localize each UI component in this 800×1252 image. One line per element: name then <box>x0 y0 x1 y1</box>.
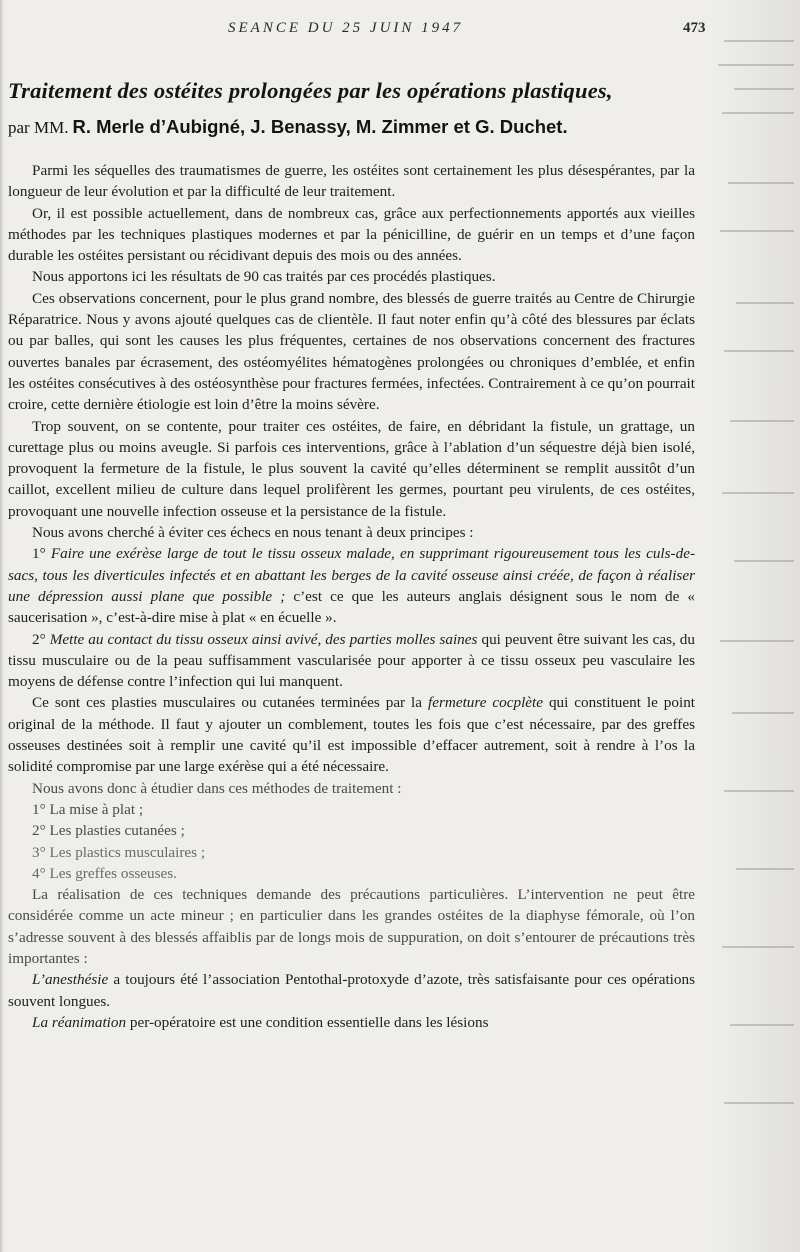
paragraph: Nous avons cherché à éviter ces échecs en nous tenant à deux principes : <box>32 524 474 542</box>
principle-text: c’est ce que les auteurs anglais désignent sous le nom de « saucerisation », c’est-à-dire mise à plat « en écuelle ». <box>8 587 696 627</box>
paragraph: Trop souvent, on se contente, pour traiter ces ostéites, de faire, en débridant la fistule, un grattage, un curettage plus ou moins aveugle. Si parfois ces interventions, grâce à l’ablation d’un séquestre déjà bien isolé, provoquent la fermeture de la fistule, le plus souvent la cavité qu’elles déterminent se remplit aussitôt d’un caillot, excellent milieu de culture dans lequel prolifèrent les germes, pourtant peu virulents, de ces ostéites, provoquant une nouvelle infection osseuse et la persistance de la fistule. <box>8 417 695 520</box>
principle-1 <box>8 543 695 628</box>
paragraph <box>8 969 695 1012</box>
page-header <box>0 18 800 44</box>
page-left-edge-shadow <box>0 0 4 1252</box>
principle-2 <box>8 629 695 693</box>
paragraph-italic: La réanimation <box>32 1013 127 1031</box>
authors-names: R. Merle d’Aubigné, J. Benassy, M. Zimmer et G. Duchet. <box>72 116 568 137</box>
paragraph: Nous apportons ici les résultats de 90 cas traités par ces procédés plastiques. <box>32 268 496 286</box>
paragraph-text: per-opératoire est une condition essentielle dans les lésions <box>129 1013 489 1031</box>
list-item: 1° La mise à plat ; <box>32 800 144 818</box>
paragraph-italic: L’anesthésie <box>32 971 109 989</box>
list-item: 2° Les plasties cutanées ; <box>32 822 185 840</box>
principle-text: qui peuvent être suivant les cas, du tissu musculaire ou de la peau suffisamment vascularisée pour apporter à ce tissu osseux peu vasculaire les moyens de défense contre l’infection qui lui manquent. <box>8 630 695 691</box>
page-number: 473 <box>683 20 706 36</box>
paragraph: Or, il est possible actuellement, dans de nombreux cas, grâce aux perfectionnements apportés aux vieilles méthodes par les techniques plastiques modernes et par la pénicilline, de guérir en un temps et d’une façon durable les ostéites persistant ou récidivant depuis des mois ou des années. <box>8 204 695 265</box>
article-authors <box>8 116 794 138</box>
paragraph-text: a toujours été l’association Pentothal-protoxyde d’azote, très satisfaisante pour ces opérations souvent longues. <box>8 971 696 1010</box>
principle-number: 2° <box>32 630 46 648</box>
authors-prefix: par MM. <box>8 118 69 137</box>
paragraph-text: Ce sont ces plasties musculaires ou cutanées terminées par la <box>32 694 423 712</box>
paragraph <box>8 1012 695 1033</box>
list-item: 4° Les greffes osseuses. <box>32 864 177 882</box>
list-item: 3° Les plastics musculaires ; <box>32 843 206 861</box>
article-body <box>8 160 695 1033</box>
paragraph: Ces observations concernent, pour le plus grand nombre, des blessés de guerre traités au Centre de Chirurgie Réparatrice. Nous y avons ajouté quelques cas de clientèle. Il faut noter enfin qu’à côté des blessures par éclats ou par balles, qui sont les causes les plus fréquentes, certaines de nos observations concernent des fractures ouvertes banales par écrasement, des ostéomyélites hématogènes prolongées ou chroniques d’emblée, et enfin les ostéites consécutives à des ostéosynthèse pour fractures fermées, infectées. Contrairement à ce qu’on pourrait croire, cette dernière étiologie est loin d’être la moins sévère. <box>8 289 695 414</box>
paragraph <box>8 692 695 777</box>
paragraph: Parmi les séquelles des traumatismes de guerre, les ostéites sont certainement les plus désespérantes, par la longueur de leur évolution et par la difficulté de leur traitement. <box>8 162 695 201</box>
principle-italic: Mette au contact du tissu osseux ainsi avivé, des parties molles saines <box>49 630 478 648</box>
running-head: SEANCE DU 25 JUIN 1947 <box>228 20 464 36</box>
article-title: Traitement des ostéites prolongées par les opérations plastiques, <box>8 78 613 103</box>
paragraph-text: qui constituent le point original de la méthode. Il faut y ajouter un comblement, toutes les fois que c’est nécessaire, par des greffes osseuses destinées soit à remplir une cavité qu’il est impossible d’effacer autrement, soit à rendre à l’os la solidité compromise par une large exérèse qui a été nécessaire. <box>8 694 696 776</box>
principle-italic: Faire une exérèse large de tout le tissu osseux malade, en supprimant rigoureusement tous les culs-de-sacs, tous les diverticules infectés et en abattant les berges de la cavité osseuse ainsi créée, de façon à réaliser une dépression aussi plane que possible ; <box>8 545 695 605</box>
paragraph: La réalisation de ces techniques demande des précautions particulières. L’intervention ne peut être considérée comme un acte mineur ; en particulier dans les grandes ostéites de la diaphyse fémorale, où l’on s’adresse souvent à des blessés affaiblis par de longs mois de suppuration, on doit s’entourer de précautions très importantes : <box>8 886 695 967</box>
paragraph-italic: fermeture cocplète <box>427 694 543 712</box>
principle-number: 1° <box>32 545 46 563</box>
verso-show-through <box>712 0 800 1252</box>
paragraph: Nous avons donc à étudier dans ces méthodes de traitement : <box>32 779 402 797</box>
